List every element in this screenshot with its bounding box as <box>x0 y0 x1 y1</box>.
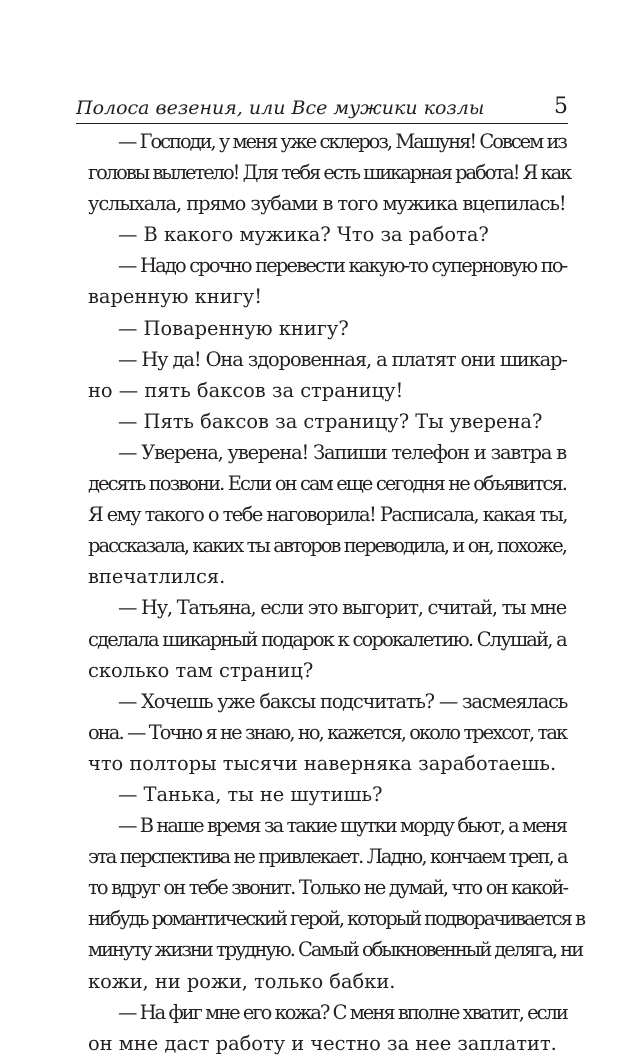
text-line: но — пять баксов за страницу! <box>88 378 404 402</box>
text-line: варенную книгу! <box>88 285 262 309</box>
text-line: он мне даст работу и честно за нее заплатит. <box>88 1031 557 1055</box>
text-line: что полторы тысячи наверняка заработаешь. <box>88 751 557 775</box>
running-title: Полоса везения, или Все мужики козлы <box>76 97 485 119</box>
text-line: — Господи, у меня уже склероз, Машуня! Совсем из <box>118 130 566 153</box>
text-line: — В наше время за такие шутки морду бьют, а меня <box>118 814 567 838</box>
text-line: услыхала, прямо зубами в того мужика вцепилась! <box>88 192 566 216</box>
text-line: сделала шикарный подарок к сорокалетию. Слушай, а <box>88 627 566 651</box>
text-line: минуту жизни трудную. Самый обыкновенный деляга, ни <box>88 938 583 962</box>
text-line: — Ну да! Она здоровенная, а платят они шикар- <box>118 347 567 371</box>
text-line: сколько там страниц? <box>88 658 314 682</box>
text-line: — Танька, ты не шутишь? <box>118 782 383 806</box>
text-line: то вдруг он тебе звонит. Только не думай, что он какой- <box>88 876 568 900</box>
page-number: 5 <box>554 94 568 119</box>
text-line: — На фиг мне его кожа? С меня вполне хватит, если <box>118 1000 567 1024</box>
text-line: — Пять баксов за страницу? Ты уверена? <box>118 409 543 433</box>
text-line: нибудь романтический герой, который подворачивается в <box>88 907 584 931</box>
running-head <box>76 96 568 120</box>
text-line: — Хочешь уже баксы подсчитать? — засмеялась <box>118 689 568 713</box>
text-line: впечатлился. <box>88 565 226 589</box>
text-line: головы вылетело! Для тебя есть шикарная работа! Я как <box>88 161 571 185</box>
text-line: эта перспектива не привлекает. Ладно, кончаем треп, а <box>88 845 567 869</box>
text-line: — Уверена, уверена! Запиши телефон и завтра в <box>118 440 566 464</box>
text-line: десять позвони. Если он сам еще сегодня не объявится. <box>88 472 566 496</box>
text-line: — Поваренную книгу? <box>118 316 349 340</box>
text-line: кожи, ни рожи, только бабки. <box>88 969 396 993</box>
text-line: — В какого мужика? Что за работа? <box>118 223 489 247</box>
body-text <box>88 126 584 1059</box>
header-rule <box>76 123 568 124</box>
text-line: Я ему такого о тебе наговорила! Расписала, какая ты, <box>88 503 567 527</box>
text-line: рассказала, каких ты авторов переводила, и он, похоже, <box>88 534 566 558</box>
text-line: — Надо срочно перевести какую-то суперновую по- <box>118 254 567 278</box>
text-line: она. — Точно я не знаю, но, кажется, около трехсот, так <box>88 720 567 744</box>
text-line: — Ну, Татьяна, если это выгорит, считай, ты мне <box>118 596 566 620</box>
